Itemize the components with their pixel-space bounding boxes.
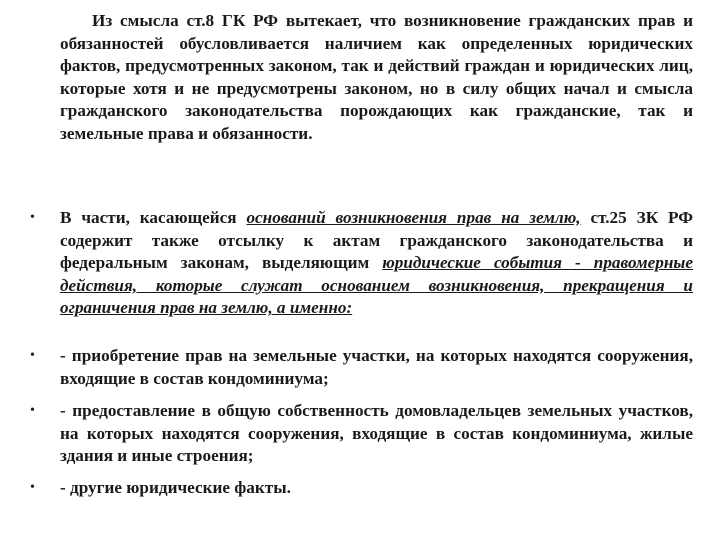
- bullet-item-land-rights-basis: [30, 207, 694, 320]
- bullet-item-common-ownership: [30, 400, 693, 468]
- bullet-text-lead: В части, касающейся: [60, 208, 247, 227]
- bullet-text: - приобретение прав на земельные участки, на которых находятся сооружения, входящие в состав кондоминиума;: [60, 346, 693, 388]
- bullet-icon: •: [30, 210, 35, 225]
- bullet-text: - другие юридические факты.: [60, 478, 291, 497]
- bullet-text-underlined-tail: юридические события - правомерные действия, которые служат основанием возникновения, прекращения и ограничения прав на землю, а именно:: [60, 253, 693, 318]
- bullet-item-condominium-acquisition: [30, 345, 693, 390]
- bullet-icon: •: [30, 480, 35, 495]
- bullet-text-underlined: оснований возникновения прав на землю,: [246, 208, 581, 227]
- bullet-icon: •: [30, 403, 35, 418]
- bullet-text: - предоставление в общую собственность домовладельцев земельных участков, на которых находятся сооружения, входящие в состав кондоминиума, жилые здания и иные строения;: [60, 401, 693, 466]
- bullet-text-middle: ст.25 ЗК РФ содержит также отсылку к актам гражданского законодательства и федеральным законам, выделяющим: [60, 208, 694, 273]
- intro-paragraph: Из смысла ст.8 ГК РФ вытекает, что возникновение гражданских прав и обязанностей обусловливается наличием как определенных юридических фактов, предусмотренных законом, так и действий граждан и юридических лиц, которые хотя и не предусмотрены законом, но в силу общих начал и смысла гражданского законодательства порождающих как гражданские, так и земельные права и обязанности.: [60, 11, 693, 143]
- bullet-icon: •: [30, 348, 35, 363]
- bullet-item-other-facts: [30, 477, 693, 500]
